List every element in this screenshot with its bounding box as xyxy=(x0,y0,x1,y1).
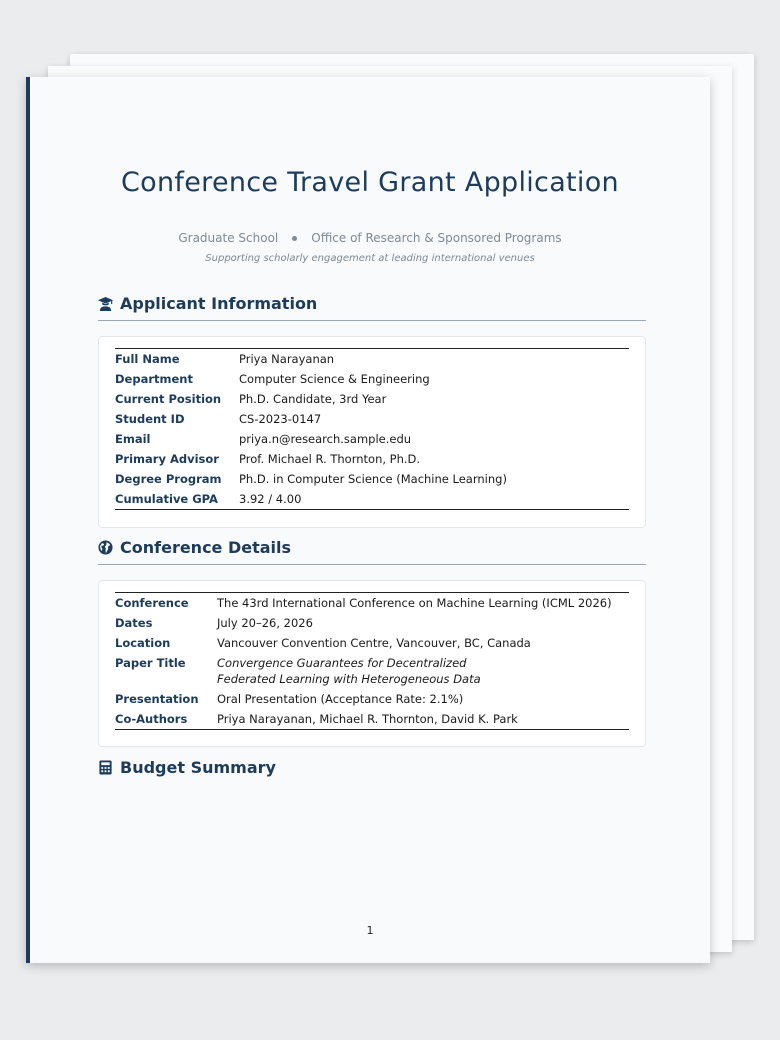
field-value: Oral Presentation (Acceptance Rate: 2.1%) xyxy=(217,692,464,706)
field-label: Dates xyxy=(115,616,153,630)
field-value: Vancouver Convention Centre, Vancouver, BC, Canada xyxy=(217,636,531,650)
field-label: Location xyxy=(115,636,171,650)
subtitle-school: Graduate School xyxy=(178,231,279,245)
field-value: Convergence Guarantees for Decentralized Federated Learning with Heterogeneous Data xyxy=(217,656,481,686)
applicant-table xyxy=(115,348,629,510)
field-value: CS-2023-0147 xyxy=(239,412,322,426)
field-label: Email xyxy=(115,432,151,446)
globe-icon xyxy=(98,540,113,555)
document-title: Conference Travel Grant Application xyxy=(121,167,619,198)
field-label: Full Name xyxy=(115,352,180,366)
document-page xyxy=(26,77,710,963)
page-number: 1 xyxy=(366,924,374,937)
section-heading-budget xyxy=(98,757,646,784)
table-row xyxy=(115,389,629,409)
field-value: Ph.D. in Computer Science (Machine Learning) xyxy=(239,472,507,486)
field-value: priya.n@research.sample.edu xyxy=(239,432,412,446)
graduate-icon xyxy=(98,296,113,311)
applicant-card xyxy=(98,336,646,528)
bullet-separator xyxy=(292,236,297,241)
field-label: Current Position xyxy=(115,392,222,406)
field-value: The 43rd International Conference on Machine Learning (ICML 2026) xyxy=(217,596,612,610)
table-row xyxy=(115,449,629,469)
field-label: Conference xyxy=(115,596,189,610)
field-label: Paper Title xyxy=(115,656,186,670)
table-row xyxy=(115,709,629,730)
section-heading-conference xyxy=(98,537,646,565)
field-label: Degree Program xyxy=(115,472,222,486)
section-title: Applicant Information xyxy=(120,294,318,313)
field-value: Priya Narayanan xyxy=(239,352,335,366)
field-label: Cumulative GPA xyxy=(115,492,218,506)
calculator-icon xyxy=(98,760,113,775)
table-row xyxy=(115,653,629,689)
section-title: Conference Details xyxy=(120,538,292,557)
section-title: Budget Summary xyxy=(120,758,276,777)
table-row xyxy=(115,409,629,429)
field-label: Student ID xyxy=(115,412,185,426)
section-heading-applicant xyxy=(98,293,646,321)
table-row xyxy=(115,633,629,653)
field-value: 3.92 / 4.00 xyxy=(239,492,302,506)
table-row xyxy=(115,613,629,633)
table-row xyxy=(115,429,629,449)
conference-card xyxy=(98,580,646,747)
table-row xyxy=(115,369,629,389)
field-value: Ph.D. Candidate, 3rd Year xyxy=(239,392,387,406)
document-subtitle xyxy=(30,231,710,245)
field-label: Presentation xyxy=(115,692,199,706)
field-value: Computer Science & Engineering xyxy=(239,372,430,386)
document-tagline: Supporting scholarly engagement at leading international venues xyxy=(205,253,535,264)
table-row xyxy=(115,489,629,510)
field-value: July 20–26, 2026 xyxy=(217,616,313,630)
conference-table xyxy=(115,592,629,730)
table-row xyxy=(115,349,629,370)
field-value: Prof. Michael R. Thornton, Ph.D. xyxy=(239,452,421,466)
field-label: Primary Advisor xyxy=(115,452,219,466)
subtitle-office: Office of Research & Sponsored Programs xyxy=(311,231,562,245)
field-label: Department xyxy=(115,372,193,386)
table-row xyxy=(115,593,629,614)
field-label: Co-Authors xyxy=(115,712,188,726)
field-value: Priya Narayanan, Michael R. Thornton, David K. Park xyxy=(217,712,518,726)
table-row xyxy=(115,689,629,709)
table-row xyxy=(115,469,629,489)
